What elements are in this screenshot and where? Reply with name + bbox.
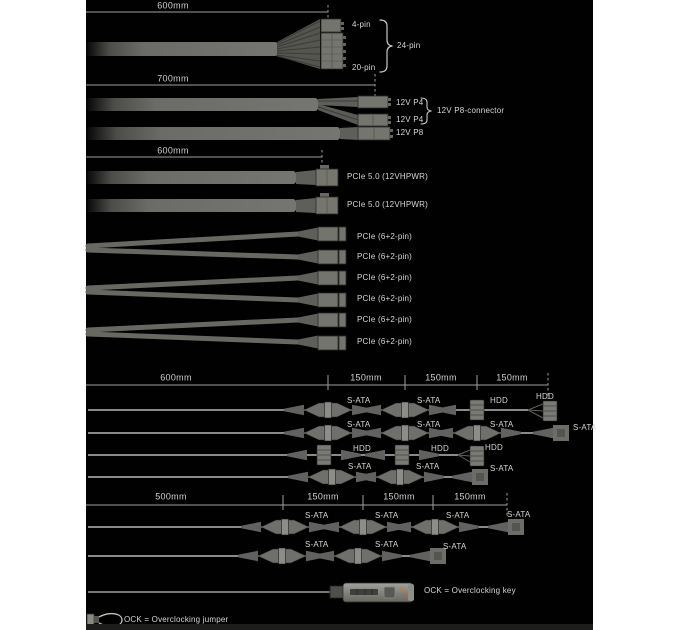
- pcie5-section: [86, 150, 338, 214]
- label-sata-b-r1c2: S-ATA: [375, 511, 399, 520]
- label-sata-a-r3c3: HDD: [485, 443, 503, 452]
- label-sata-a-r1c4: HDD: [536, 392, 554, 401]
- label-pcie62-4: PCIe (6+2-pin): [357, 294, 413, 303]
- atx-24pin-connector: [321, 33, 346, 69]
- eps-p4-connector-top: [358, 96, 391, 108]
- measure-sata600-150c: 150mm: [496, 372, 528, 383]
- label-sata-a-r4c3: S-ATA: [490, 464, 514, 473]
- label-sata-a-r3c2: HDD: [431, 444, 449, 453]
- atx-4pin-connector: [321, 19, 344, 32]
- eps-p4-connector-bottom: [358, 114, 391, 126]
- pcie62-section: [88, 227, 346, 350]
- label-sata-a-r2c4: S-ATA: [573, 423, 597, 432]
- pcie62-connectors: [298, 227, 346, 350]
- label-sata-b-r2c2: S-ATA: [375, 540, 399, 549]
- pcie5-connector-2: [316, 193, 338, 214]
- ock-key-device: [88, 583, 414, 602]
- ock-led-dot: [404, 594, 407, 597]
- measure-pcie5: 600mm: [157, 145, 189, 156]
- label-pcie62-3: PCIe (6+2-pin): [357, 273, 413, 282]
- label-sata-a-r3c1: HDD: [353, 444, 371, 453]
- label-24pin: 24-pin: [397, 41, 421, 50]
- measure-atx: 600mm: [157, 0, 189, 11]
- measure-sata600-150b: 150mm: [425, 372, 457, 383]
- label-pcie62-2: PCIe (6+2-pin): [357, 252, 413, 261]
- measure-sata500-150a: 150mm: [307, 491, 339, 502]
- label-sata-b-r1c3: S-ATA: [446, 511, 470, 520]
- ock-key-button: [384, 587, 395, 598]
- label-pcie62-1: PCIe (6+2-pin): [357, 232, 413, 241]
- measure-sata500-150b: 150mm: [383, 491, 415, 502]
- label-4pin: 4-pin: [352, 20, 371, 29]
- measure-sata500: 500mm: [155, 491, 187, 502]
- label-20pin: 20-pin: [352, 63, 376, 72]
- label-sata-b-r1c1: S-ATA: [305, 511, 329, 520]
- label-sata-a-r4c2: S-ATA: [416, 462, 440, 471]
- label-sata-b-r2c3: S-ATA: [443, 542, 467, 551]
- label-12v-p8-group: 12V P8-connector: [437, 106, 505, 115]
- label-sata-b-r1c4: S-ATA: [507, 510, 531, 519]
- label-pcie62-5: PCIe (6+2-pin): [357, 315, 413, 324]
- label-sata-a-r1c2: S-ATA: [417, 396, 441, 405]
- ock-led-dot: [401, 588, 404, 591]
- label-pcie5-1: PCIe 5.0 (12VHPWR): [347, 172, 428, 181]
- atx-section: [86, 5, 393, 72]
- bottom-strip: [86, 624, 593, 630]
- label-sata-a-r2c3: S-ATA: [490, 420, 514, 429]
- measure-sata500-150c: 150mm: [454, 491, 486, 502]
- pcie5-connector-1: [316, 165, 338, 186]
- label-12v-p4-top: 12V P4: [396, 98, 424, 107]
- label-ock-jumper: OCK = Overclocking jumper: [124, 615, 229, 624]
- label-12v-p4-bottom: 12V P4: [396, 115, 424, 124]
- label-pcie62-6: PCIe (6+2-pin): [357, 337, 413, 346]
- measure-sata600-150a: 150mm: [350, 372, 382, 383]
- eps-p8-connector: [358, 127, 393, 140]
- label-pcie5-2: PCIe 5.0 (12VHPWR): [347, 200, 428, 209]
- measure-eps: 700mm: [157, 73, 189, 84]
- label-sata-a-r2c2: S-ATA: [417, 420, 441, 429]
- label-sata-b-r2c1: S-ATA: [305, 540, 329, 549]
- brace-24pin: [380, 20, 393, 72]
- eps-section: [86, 74, 432, 140]
- label-sata-a-r2c1: S-ATA: [347, 420, 371, 429]
- label-12v-p8: 12V P8: [396, 128, 424, 137]
- label-ock-key: OCK = Overclocking key: [424, 586, 516, 595]
- label-sata-a-r1c3: HDD: [490, 396, 508, 405]
- sata-500-section: [86, 493, 524, 564]
- label-sata-a-r4c1: S-ATA: [348, 462, 372, 471]
- label-sata-a-r1c1: S-ATA: [347, 396, 371, 405]
- measure-sata600: 600mm: [160, 372, 192, 383]
